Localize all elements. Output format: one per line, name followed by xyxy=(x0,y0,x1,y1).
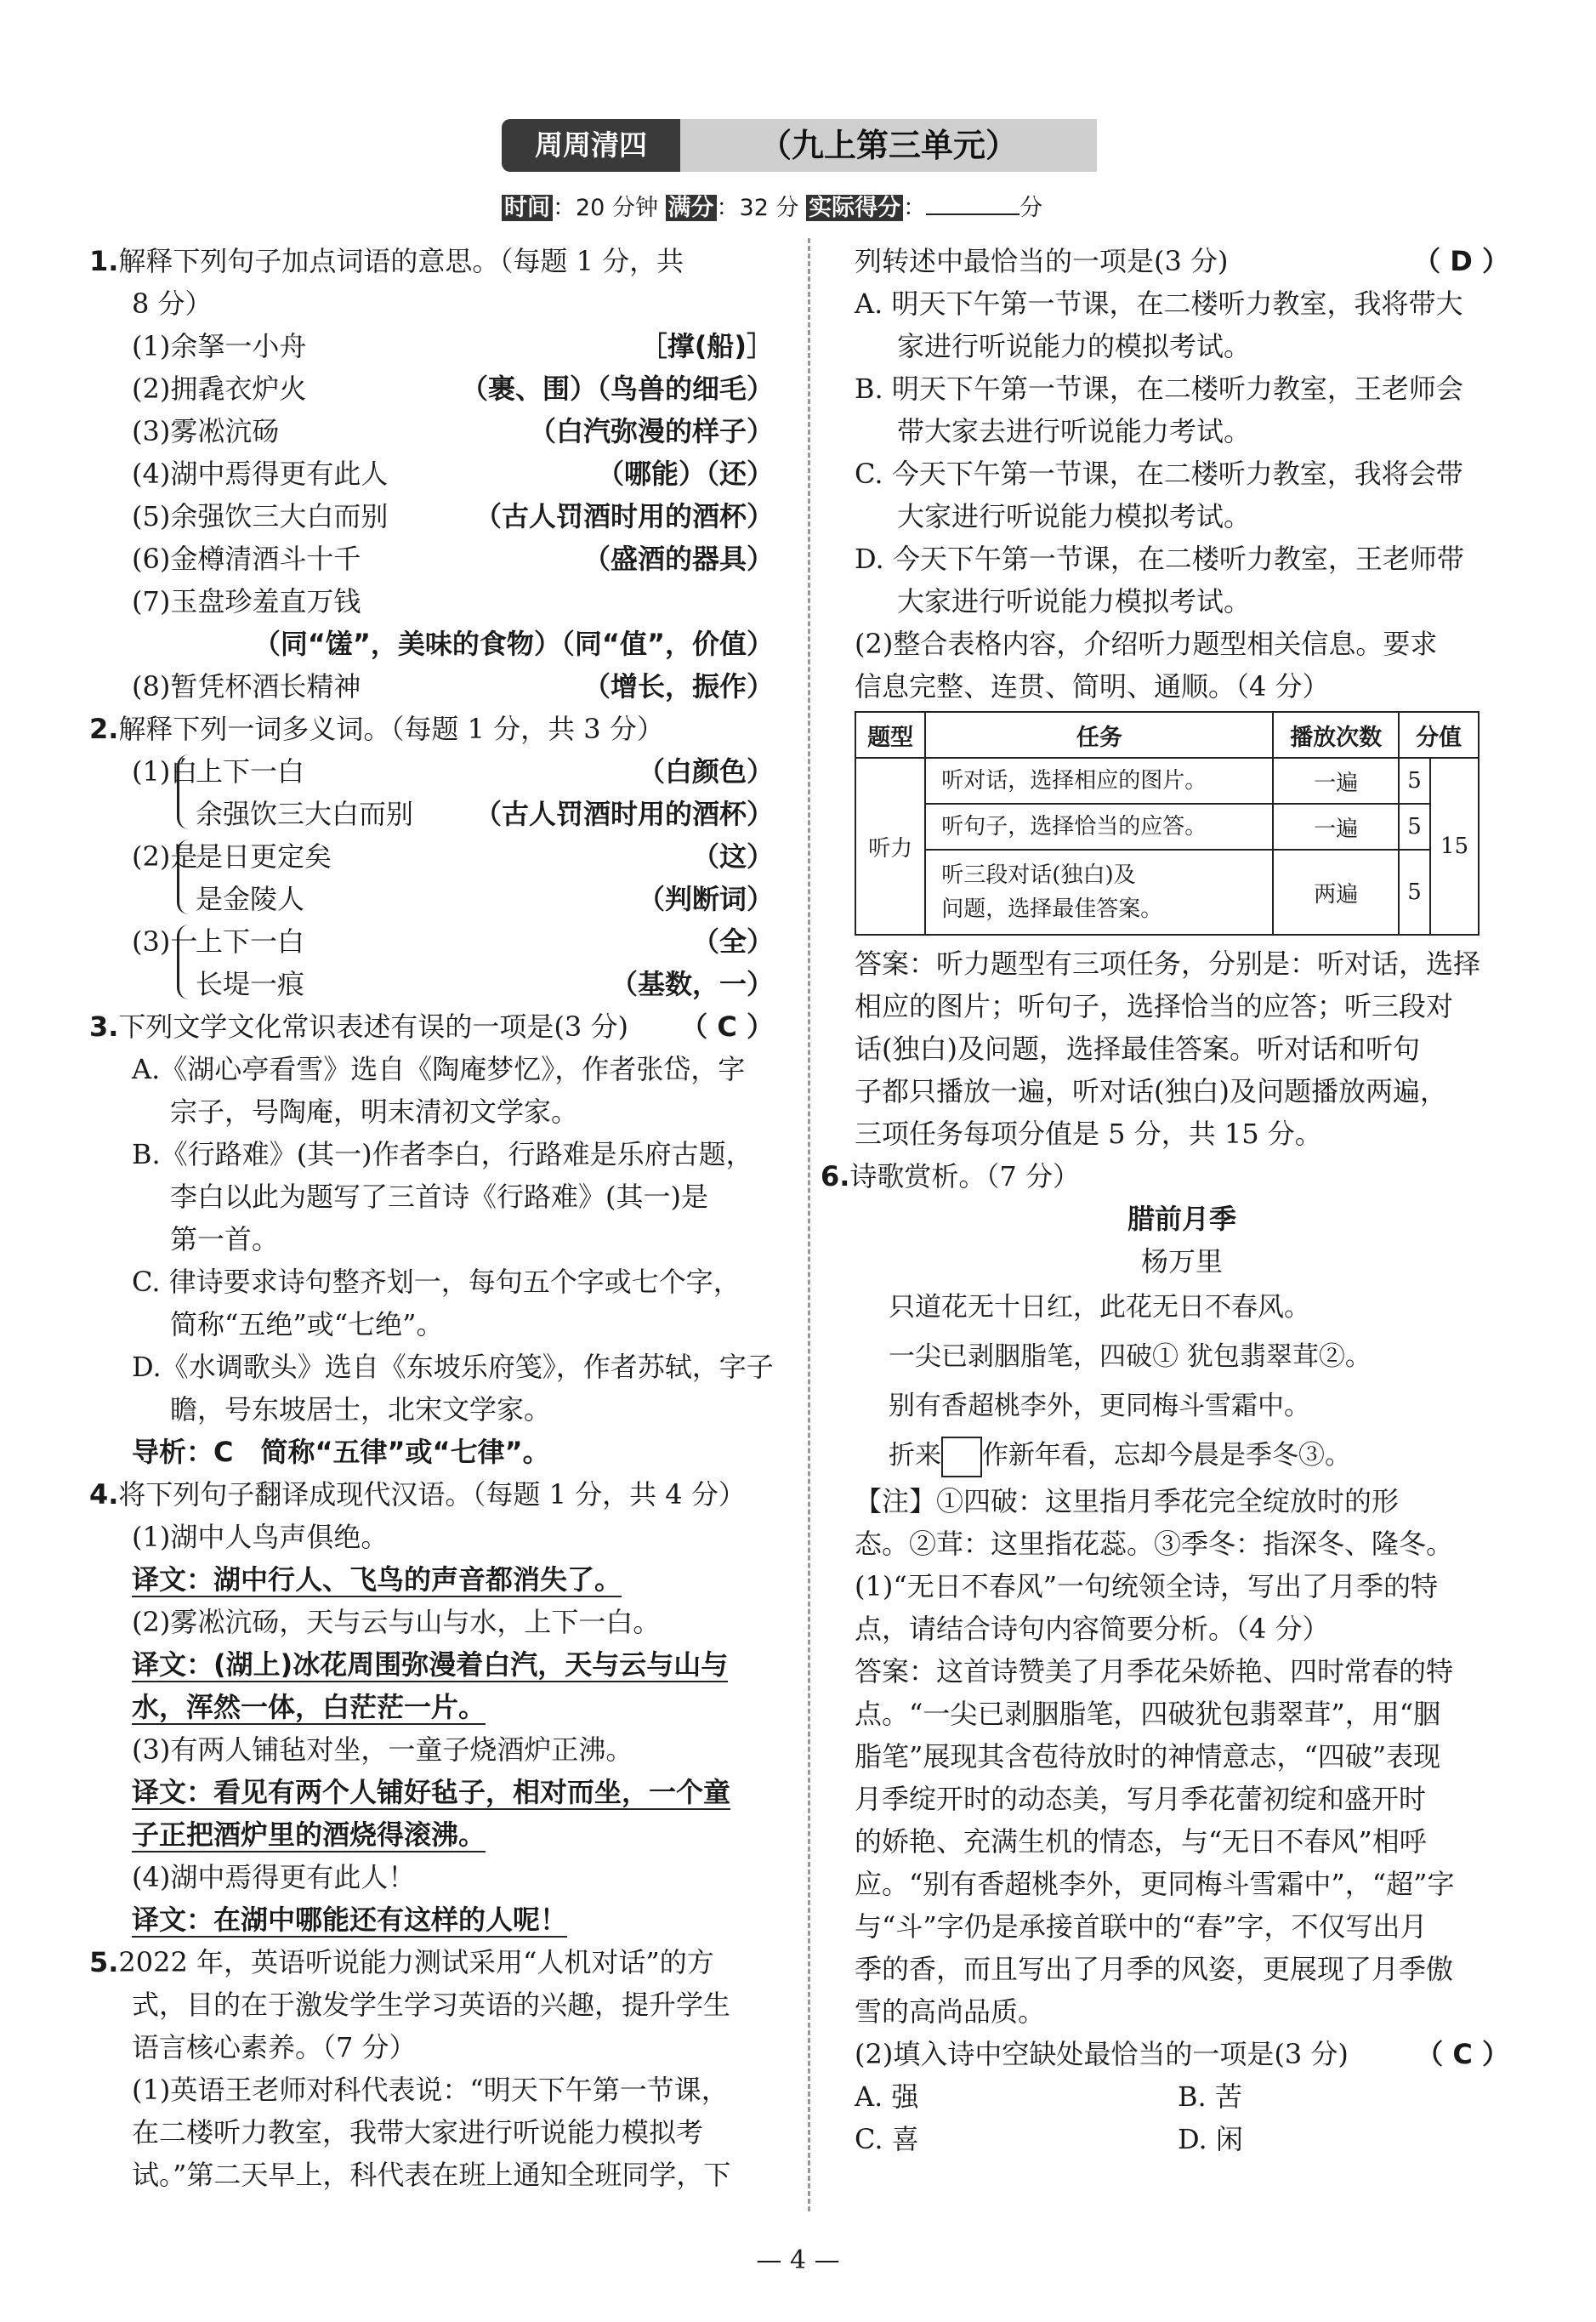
q6-number: 6. xyxy=(821,1160,850,1192)
q1-item-3: (3)雾凇沆砀 xyxy=(132,415,280,447)
table-task xyxy=(925,850,1273,935)
poem-line: 只道花无十日红，此花无日不春风。 xyxy=(889,1292,1310,1323)
table-header: 播放次数 xyxy=(1273,712,1399,758)
q3-option-line: 第一首。 xyxy=(170,1223,280,1255)
q1-item-1: (1)余拏一小舟 xyxy=(132,330,307,362)
q1-item-5: (5)余强饮三大白而别 xyxy=(132,500,389,532)
q2-answer-2b: （判断词） xyxy=(637,883,774,915)
q1-answer-7: （同“馐”，美味的食物）（同“值”，价值） xyxy=(253,628,774,660)
q5-line-3: 语言核心素养。（7 分） xyxy=(132,2031,417,2063)
q2-sentence-3b: 长堤一痕 xyxy=(196,968,305,1000)
q1-answer-4: （哪能）（还） xyxy=(596,458,774,490)
column-divider xyxy=(808,238,810,2211)
q4-translation-3b: 子正把酒炉里的酒烧得滚沸。 xyxy=(132,1818,486,1851)
page-number: — 4 — xyxy=(756,2245,840,2275)
table-row xyxy=(855,804,1479,850)
time-label: 时间 xyxy=(502,195,553,221)
q2-word-2: (2)是 xyxy=(132,840,198,873)
q2-answer-2a: （这） xyxy=(691,840,774,873)
q5-answer-line: 子都只播放一遍，听对话(独白)及问题播放两遍， xyxy=(855,1075,1447,1107)
subhead: 时间 ：20 分钟 满分 ：32 分 实际得分 ： 分 xyxy=(502,189,1114,222)
table-header: 分值 xyxy=(1399,712,1479,758)
q6-answer-line: 应。“别有香超桃李外，更同梅斗雪霜中”，“超”字 xyxy=(855,1868,1455,1900)
poem-line: 一尖已剥胭脂笔，四破① 犹包翡翠茸②。 xyxy=(889,1341,1372,1372)
q5-2-stem-a: (2)整合表格内容，介绍听力题型相关信息。要求 xyxy=(855,628,1438,660)
q4-sentence-4: (4)湖中焉得更有此人！ xyxy=(132,1861,416,1893)
q3-option-line: 宗子，号陶庵，明末清初文学家。 xyxy=(170,1096,579,1128)
q5-option-line: B. 明天下午第一节课，在二楼听力教室，王老师会 xyxy=(855,373,1463,405)
choice-c: C. 喜 xyxy=(855,2123,919,2155)
q1-item-8: (8)暂凭杯酒长精神 xyxy=(132,670,361,703)
q5-line-6: 试。”第二天早上，科代表在班上通知全班同学，下 xyxy=(132,2159,731,2191)
table-score: 5 xyxy=(1399,804,1430,850)
score-label: 满分 xyxy=(666,195,717,221)
q6-1-stem-b: 点，请结合诗句内容简要分析。（4 分） xyxy=(855,1613,1330,1645)
q1-item-7: (7)玉盘珍羞直万钱 xyxy=(132,585,361,617)
q1-answer-2: （裹、围）（鸟兽的细毛） xyxy=(460,373,774,405)
q5-option-line: A. 明天下午第一节课，在二楼听力教室，我将带大 xyxy=(855,287,1463,320)
poem-line-4b: 作新年看，忘却今晨是季冬③。 xyxy=(982,1440,1351,1471)
table-row xyxy=(855,850,1479,935)
q4-translation-1: 译文：湖中行人、飞鸟的声音都消失了。 xyxy=(132,1563,622,1596)
table-times: 一遍 xyxy=(1273,758,1399,804)
q3-stem: 下列文学文化常识表述有误的一项是(3 分) xyxy=(118,1010,628,1043)
q5-answer-line: 话(独白)及问题，选择最佳答案。听对话和听句 xyxy=(855,1033,1420,1065)
q5-number: 5. xyxy=(89,1946,119,1978)
table-total: 15 xyxy=(1430,758,1479,935)
q5-line-5: 在二楼听力教室，我带大家进行听说能力模拟考 xyxy=(132,2116,704,2148)
q3-option-line: B.《行路难》(其一)作者李白，行路难是乐府古题， xyxy=(132,1138,753,1170)
q1-item-4: (4)湖中焉得更有此人 xyxy=(132,458,389,490)
poem-line: 别有香超桃李外，更同梅斗雪霜中。 xyxy=(889,1391,1310,1421)
q4-translation-2a: 译文：(湖上)冰花周围弥漫着白汽，天与云与山与 xyxy=(132,1648,729,1681)
q1-answer-8: （增长，振作） xyxy=(582,670,774,703)
q4-stem: 将下列句子翻译成现代汉语。（每题 1 分，共 4 分） xyxy=(118,1478,746,1511)
q2-stem: 解释下列一词多义词。（每题 1 分，共 3 分） xyxy=(118,713,664,745)
q6-answer-line: 点。“一尖已剥胭脂笔，四破犹包翡翠茸”，用“胭 xyxy=(855,1698,1441,1730)
poem-title: 腊前月季 xyxy=(1127,1203,1236,1235)
q6-answer-line: 季的香，而且写出了月季的风姿，更展现了月季傲 xyxy=(855,1953,1454,1985)
left-column xyxy=(89,240,774,2196)
q1-answer-3: （白汽弥漫的样子） xyxy=(528,415,774,447)
header xyxy=(502,119,1097,172)
listening-table xyxy=(855,711,1480,936)
q3-option-line: 李白以此为题写了三首诗《行路难》(其一)是 xyxy=(170,1181,708,1213)
q5-option-line: 大家进行听说能力模拟考试。 xyxy=(897,585,1252,617)
q2-sentence-1a: 上下一白 xyxy=(196,755,305,788)
q3-option-line: D.《水调歌头》选自《东坡乐府笺》，作者苏轼，字子 xyxy=(132,1351,774,1383)
poem-line-4a: 折来 xyxy=(889,1440,941,1471)
q1-answer-1: ［撑(船)］ xyxy=(639,330,774,362)
q5-2-stem-b: 信息完整、连贯、简明、通顺。（4 分） xyxy=(855,670,1330,703)
q1-answer-5: （古人罚酒时用的酒杯） xyxy=(474,500,774,532)
q5-option-line: D. 今天下午第一节课，在二楼听力教室，王老师带 xyxy=(855,543,1464,575)
q6-answer-line: 与“斗”字仍是承接首联中的“春”字，不仅写出月 xyxy=(855,1910,1428,1943)
q4-sentence-1: (1)湖中人鸟声俱绝。 xyxy=(132,1521,389,1553)
q3-option-line: 瞻，号东坡居士，北宋文学家。 xyxy=(170,1393,552,1426)
q2-answer-3b: （基数，一） xyxy=(610,968,774,1000)
q6-answer-line: 雪的高尚品质。 xyxy=(855,1995,1046,2028)
q6-2-answer: （ C ） xyxy=(1416,2038,1509,2070)
table-task-line: 问题，选择最佳答案。 xyxy=(941,896,1163,922)
table-type-cell: 听力 xyxy=(855,758,925,935)
header-unit: （九上第三单元） xyxy=(680,119,1097,172)
choice-b: B. 苦 xyxy=(1178,2080,1242,2113)
q2-sentence-2a: 是日更定矣 xyxy=(196,840,332,873)
q6-answer-line: 脂笔”展现其含苞待放时的神情意志，“四破”表现 xyxy=(855,1740,1441,1773)
q6-answer-line: 答案：这首诗赞美了月季花朵娇艳、四时常春的特 xyxy=(855,1655,1454,1687)
q5-answer-line: 三项任务每项分值是 5 分，共 15 分。 xyxy=(855,1118,1322,1150)
table-times: 两遍 xyxy=(1273,850,1399,935)
header-tag: 周周清四 xyxy=(502,119,680,172)
q2-sentence-1b: 余强饮三大白而别 xyxy=(196,798,414,830)
q3-number: 3. xyxy=(89,1010,119,1043)
q5-answer-line: 相应的图片；听句子，选择恰当的应答；听三段对 xyxy=(855,990,1454,1022)
q2-number: 2. xyxy=(89,713,119,745)
actual-label: 实际得分 xyxy=(806,195,903,221)
q6-stem: 诗歌赏析。（7 分） xyxy=(849,1160,1080,1192)
q2-group-3 xyxy=(89,920,774,1005)
table-header: 任务 xyxy=(925,712,1273,758)
q3-guide: 导析：C 简称“五律”或“七律”。 xyxy=(132,1436,550,1468)
q4-sentence-3: (3)有两人铺毡对坐，一童子烧酒炉正沸。 xyxy=(132,1733,633,1766)
q4-translation-2b: 水，浑然一体，白茫茫一片。 xyxy=(132,1691,486,1723)
choice-a: A. 强 xyxy=(855,2080,919,2113)
q5-1-answer: （ D ） xyxy=(1413,245,1509,277)
q6-2-stem: (2)填入诗中空缺处最恰当的一项是(3 分) xyxy=(855,2038,1349,2070)
q4-sentence-2: (2)雾凇沆砀，天与云与山与水，上下一白。 xyxy=(132,1606,661,1638)
q2-answer-3a: （全） xyxy=(691,925,774,958)
time-value: ：20 分钟 xyxy=(553,195,658,221)
table-header: 题型 xyxy=(855,712,925,758)
q1-item-2: (2)拥毳衣炉火 xyxy=(132,373,307,405)
choice-d: D. 闲 xyxy=(1178,2123,1243,2155)
q2-word-1: (1)白 xyxy=(132,755,198,788)
q1-stem-2: 8 分） xyxy=(132,287,213,320)
score-value: ：32 分 xyxy=(716,195,799,221)
table-task: 听句子，选择恰当的应答。 xyxy=(925,804,1273,850)
q4-translation-4: 译文：在湖中哪能还有这样的人呢！ xyxy=(132,1904,568,1936)
q1-answer-6: （盛酒的器具） xyxy=(582,543,774,575)
poem-note-1: 【注】①四破：这里指月季花完全绽放时的形 xyxy=(855,1485,1400,1517)
q6-answer-line: 的娇艳、充满生机的情态，与“无日不春风”相呼 xyxy=(855,1825,1427,1858)
q3-answer: （ C ） xyxy=(680,1010,774,1043)
q3-option-line: A.《湖心亭看雪》选自《陶庵梦忆》，作者张岱，字 xyxy=(132,1053,746,1085)
q1-number: 1. xyxy=(89,245,119,277)
table-score: 5 xyxy=(1399,850,1430,935)
q4-translation-3a: 译文：看见有两个人铺好毡子，相对而坐，一个童 xyxy=(132,1776,731,1808)
q2-group-1 xyxy=(89,750,774,835)
q1-item-6: (6)金樽清酒斗十千 xyxy=(132,543,361,575)
q6-1-stem-a: (1)“无日不春风”一句统领全诗，写出了月季的特 xyxy=(855,1570,1439,1602)
table-score: 5 xyxy=(1399,758,1430,804)
q2-answer-1a: （白颜色） xyxy=(637,755,774,788)
table-task-line: 听三段对话(独白)及 xyxy=(941,862,1136,888)
q5-line-2: 式，目的在于激发学生学习英语的兴趣，提升学生 xyxy=(132,1989,731,2021)
q3-option-line: 简称“五绝”或“七绝”。 xyxy=(170,1308,444,1340)
q5-cont-line: 列转述中最恰当的一项是(3 分) xyxy=(855,245,1229,277)
table-row xyxy=(855,758,1479,804)
q5-option-line: 家进行听说能力的模拟考试。 xyxy=(897,330,1252,362)
actual-score-blank xyxy=(926,213,1020,215)
q2-word-3: (3)一 xyxy=(132,925,198,958)
q2-sentence-3a: 上下一白 xyxy=(196,925,305,958)
q5-line-4: (1)英语王老师对科代表说：“明天下午第一节课， xyxy=(132,2074,729,2106)
q4-number: 4. xyxy=(89,1478,119,1511)
poem-note-2: 态。②茸：这里指花蕊。③季冬：指深冬、隆冬。 xyxy=(855,1528,1454,1560)
q5-option-line: C. 今天下午第一节课，在二楼听力教室，我将会带 xyxy=(855,458,1463,490)
q5-line-1: 2022 年，英语听说能力测试采用“人机对话”的方 xyxy=(118,1946,714,1978)
table-times: 一遍 xyxy=(1273,804,1399,850)
actual-suffix: 分 xyxy=(1020,195,1043,221)
poem-blank-box xyxy=(941,1437,982,1477)
q1-stem: 解释下列句子加点词语的意思。（每题 1 分，共 xyxy=(118,245,684,277)
q2-answer-1b: （古人罚酒时用的酒杯） xyxy=(474,798,774,830)
q5-option-line: 大家进行听说能力模拟考试。 xyxy=(897,500,1252,532)
q2-group-2 xyxy=(89,835,774,920)
table-task: 听对话，选择相应的图片。 xyxy=(925,758,1273,804)
q5-option-line: 带大家去进行听说能力考试。 xyxy=(897,415,1252,447)
q5-answer-line: 答案：听力题型有三项任务，分别是：听对话，选择 xyxy=(855,948,1481,980)
q3-option-line: C. 律诗要求诗句整齐划一，每句五个字或七个字， xyxy=(132,1266,741,1298)
right-column xyxy=(821,240,1509,2160)
q2-sentence-2b: 是金陵人 xyxy=(196,883,305,915)
poem-author: 杨万里 xyxy=(1140,1245,1223,1278)
q6-answer-line: 月季绽开时的动态美，写月季花蕾初绽和盛开时 xyxy=(855,1783,1427,1815)
